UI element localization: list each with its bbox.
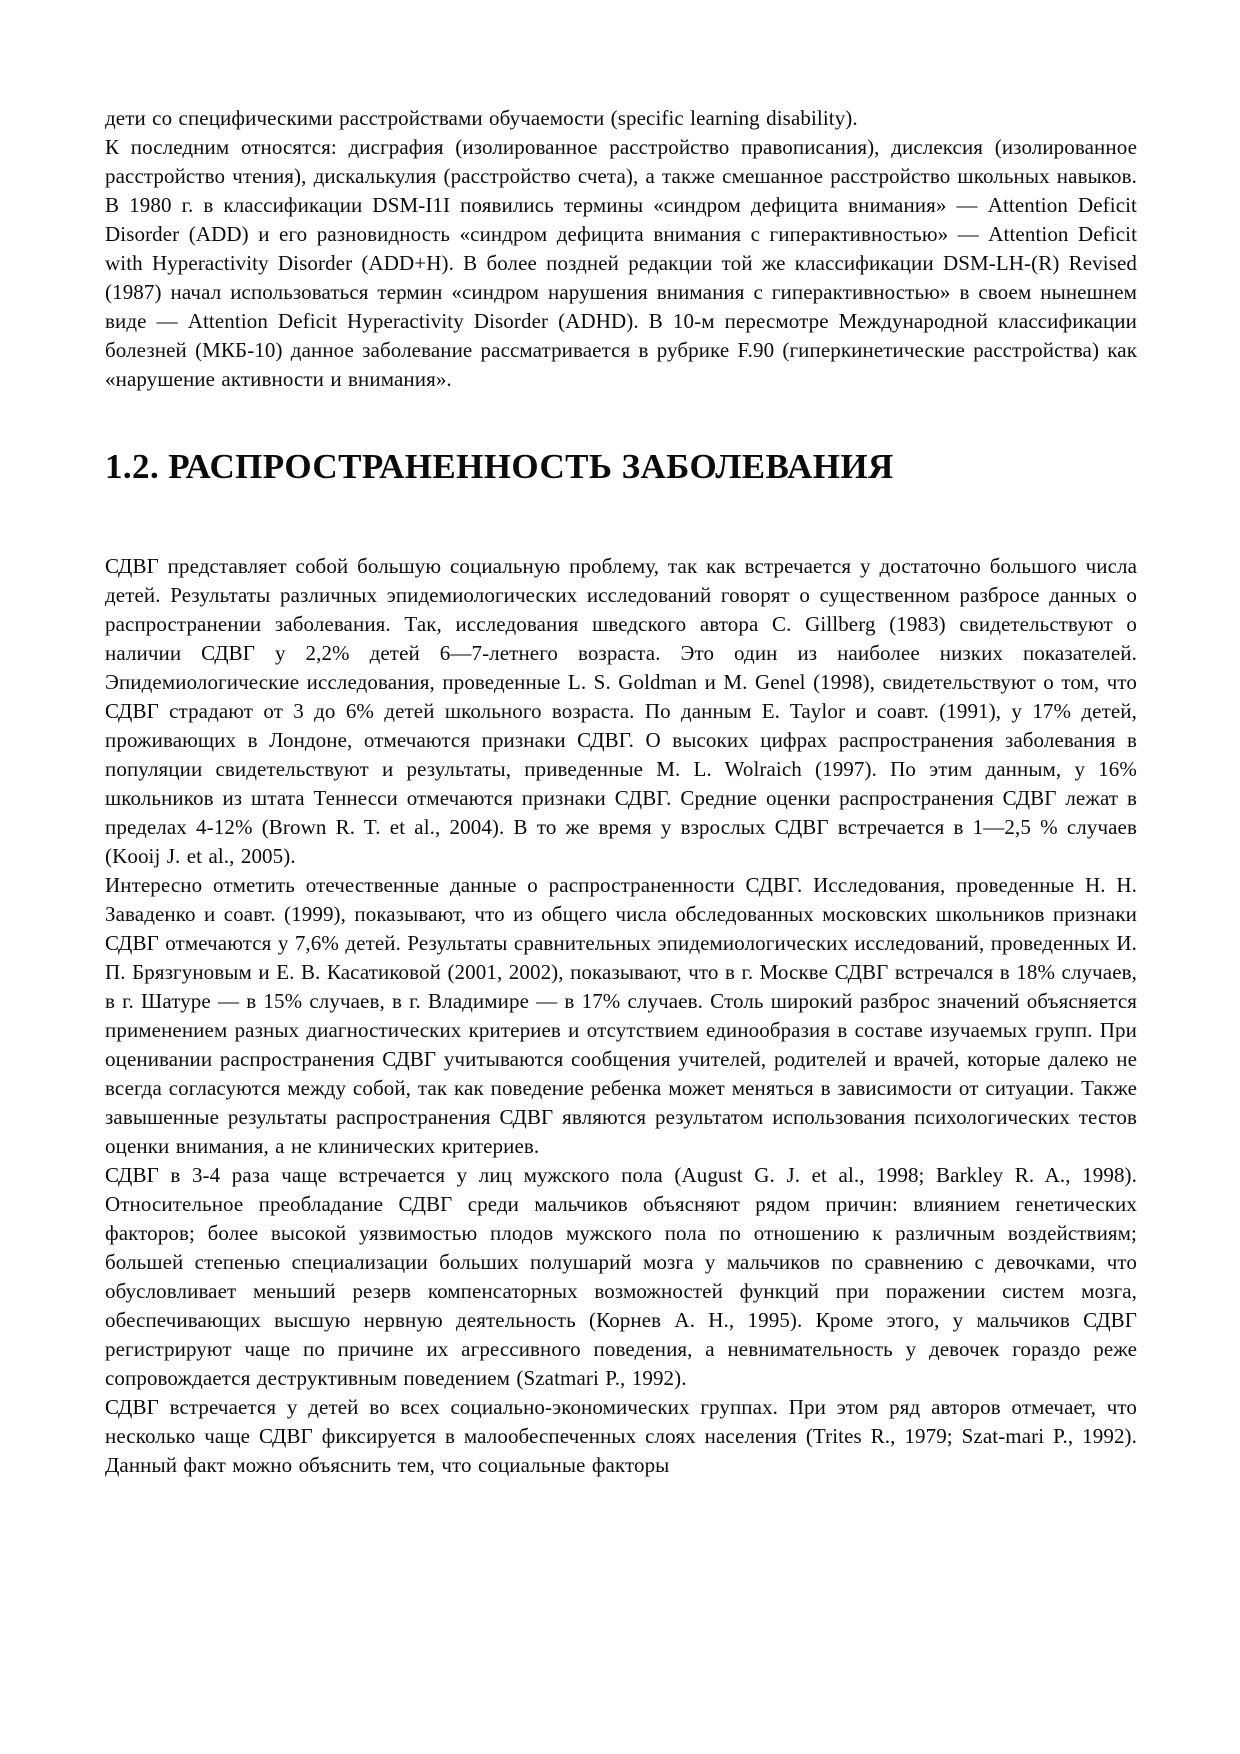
paragraph-gender-differences: СДВГ в 3-4 раза чаще встречается у лиц мужского пола (August G. J. et al., 1998; Barkley R. A., 1998). Относительное преобладание СДВГ среди мальчиков объясняют рядом причин: влиянием генетических факторов; более высокой уязвимостью плодов мужского пола по отношению к различным воздействиям; большей степенью специализации больших полушарий мозга у мальчиков по сравнению с девочками, что обусловливает меньший резерв компенсаторных возможностей функций при поражении систем мозга, обеспечивающих высшую нервную деятельность (Корнев А. Н., 1995). Кроме этого, у мальчиков СДВГ регистрируют чаще по причине их агрессивного поведения, а невнимательность у девочек гораздо реже сопровождается деструктивным поведением (Szatmari P., 1992).	[105, 1163, 1137, 1390]
paragraph-prevalence-international: СДВГ представляет собой большую социальную проблему, так как встречается у достаточно большого числа детей. Результаты различных эпидемиологических исследований говорят о существенном разбросе данных о распространении заболевания. Так, исследования шведского автора C. Gillberg (1983) свидетельствуют о наличии СДВГ у 2,2% детей 6—7-летнего возраста. Это один из наиболее низких показателей. Эпидемиологические исследования, проведенные L. S. Goldman и M. Genel (1998), свидетельствуют о том, что СДВГ страдают от 3 до 6% детей школьного возраста. По данным E. Taylor и соавт. (1991), у 17% детей, проживающих в Лондоне, отмечаются признаки СДВГ. О высоких цифрах распространения заболевания в популяции свидетельствуют и результаты, приведенные M. L. Wolraich (1997). По этим данным, у 16% школьников из штата Теннесси отмечаются признаки СДВГ. Средние оценки распространения СДВГ лежат в пределах 4-12% (Brown R. T. et al., 2004). В то же время у взрослых СДВГ встречается в 1—2,5 % случаев (Kooij J. et al., 2005).	[105, 554, 1137, 868]
paragraph-socioeconomic-groups: СДВГ встречается у детей во всех социально-экономических группах. При этом ряд авторов отмечает, что несколько чаще СДВГ фиксируется в малообеспеченных слоях населения (Trites R., 1979; Szat-mari P., 1992). Данный факт можно объяснить тем, что социальные факторы	[105, 1395, 1137, 1477]
paragraph-prevalence-russia: Интересно отметить отечественные данные о распространенности СДВГ. Исследования, проведенные Н. Н. Заваденко и соавт. (1999), показывают, что из общего числа обследованных московских школьников признаки СДВГ отмечаются у 7,6% детей. Результаты сравнительных эпидемиологических исследований, проведенных И. П. Брязгуновым и Е. В. Касатиковой (2001, 2002), показывают, что в г. Москве СДВГ встречался в 18% случаев, в г. Шатуре — в 15% случаев, в г. Владимире — в 17% случаев. Столь широкий разброс значений объясняется применением разных диагностических критериев и отсутствием единообразия в составе изучаемых групп. При оценивании распространения СДВГ учитываются сообщения учителей, родителей и врачей, которые далеко не всегда согласуются между собой, так как поведение ребенка может меняться в зависимости от ситуации. Также завышенные результаты распространения СДВГ являются результатом использования психологических тестов оценки внимания, а не клинических критериев.	[105, 873, 1137, 1158]
paragraph-learning-disability: дети со специфическими расстройствами обучаемости (specific learning disability).	[105, 106, 858, 130]
paragraph-classification-history: К последним относятся: дисграфия (изолированное расстройство правописания), дислексия (изолированное расстройство чтения), дискалькулия (расстройство счета), а также смешанное расстройство школьных навыков. В 1980 г. в классификации DSM-I1I появились термины «синдром дефицита внимания» — Attention Deficit Disorder (ADD) и его разновидность «синдром дефицита внимания с гиперактивностью» — Attention Deficit with Hyperactivity Disorder (ADD+H). В более поздней редакции той же классификации DSM-LH-(R) Revised (1987) начал использоваться термин «синдром нарушения внимания с гиперактивностью» в своем нынешнем виде — Attention Deficit Hyperactivity Disorder (ADHD). В 10-м пересмотре Международной классификации болезней (МКБ-10) данное заболевание рассматривается в рубрике F.90 (гиперкинетические расстройства) как «нарушение активности и внимания».	[105, 135, 1137, 391]
section-heading-prevalence: 1.2. РАСПРОСТРАНЕННОСТЬ ЗАБОЛЕВАНИЯ	[105, 447, 894, 486]
